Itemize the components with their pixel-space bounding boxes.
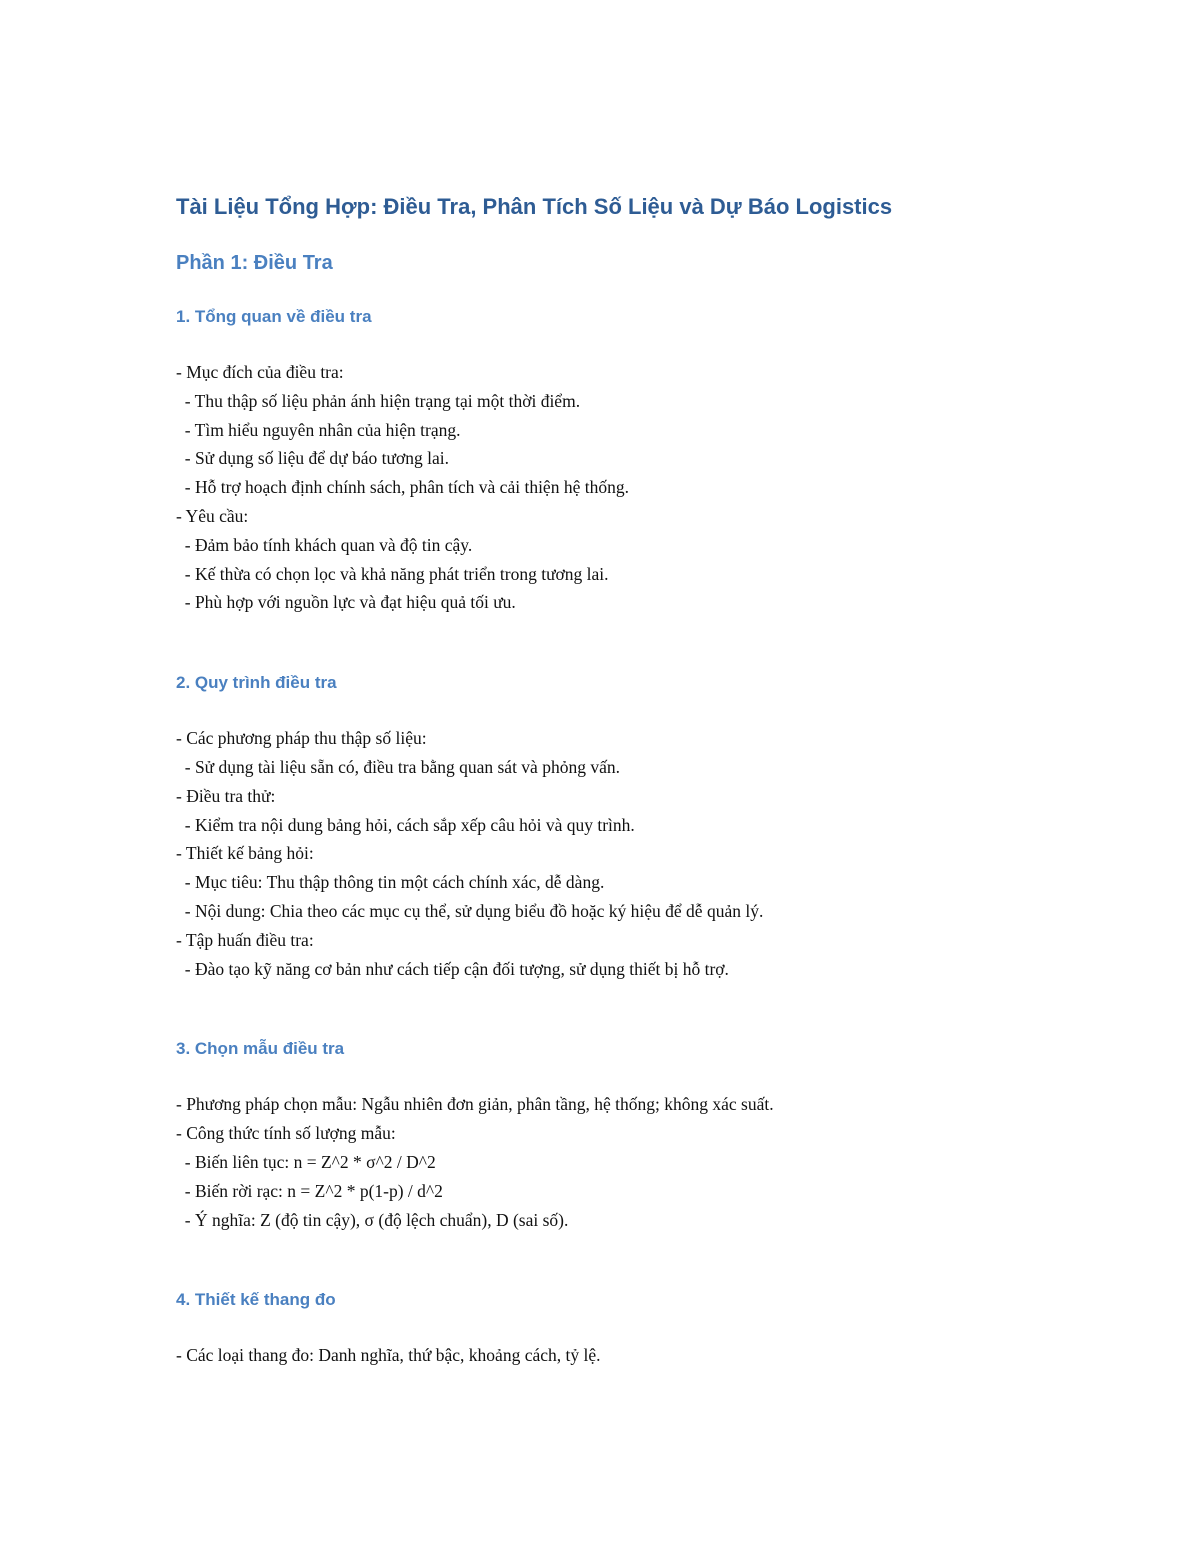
section-process: [176, 670, 1076, 983]
bullet-line: - Mục tiêu: Thu thập thông tin một cách chính xác, dễ dàng.: [176, 872, 605, 893]
bullet-line: - Tìm hiểu nguyên nhân của hiện trạng.: [176, 419, 461, 440]
bullet-line: - Phù hợp với nguồn lực và đạt hiệu quả tối ưu.: [176, 592, 516, 613]
formula-line: - Biến liên tục: n = Z^2 * σ^2 / D^2: [176, 1151, 436, 1172]
section-body: [176, 724, 1076, 983]
bullet-line: - Tập huấn điều tra:: [176, 929, 314, 950]
bullet-line: - Đào tạo kỹ năng cơ bản như cách tiếp cận đối tượng, sử dụng thiết bị hỗ trợ.: [176, 958, 729, 979]
bullet-line: - Yêu cầu:: [176, 505, 249, 526]
bullet-line: - Sử dụng số liệu để dự báo tương lai.: [176, 448, 449, 469]
bullet-line: - Sử dụng tài liệu sẵn có, điều tra bằng quan sát và phỏng vấn.: [176, 756, 620, 777]
bullet-line: - Mục đích của điều tra:: [176, 362, 344, 382]
bullet-line: - Kế thừa có chọn lọc và khả năng phát triển trong tương lai.: [176, 563, 609, 584]
bullet-line: - Hỗ trợ hoạch định chính sách, phân tích và cải thiện hệ thống.: [176, 477, 629, 498]
section-sampling: [176, 1036, 1076, 1234]
bullet-line: - Thu thập số liệu phản ánh hiện trạng tại một thời điểm.: [176, 390, 581, 411]
bullet-line: - Các loại thang đo: Danh nghĩa, thứ bậc, khoảng cách, tỷ lệ.: [176, 1345, 601, 1366]
bullet-line: - Điều tra thử:: [176, 785, 276, 806]
bullet-line: - Công thức tính số lượng mẫu:: [176, 1123, 396, 1144]
bullet-line: - Đảm bảo tính khách quan và độ tin cậy.: [176, 534, 473, 555]
bullet-line: - Thiết kế bảng hỏi:: [176, 843, 314, 864]
bullet-line: - Nội dung: Chia theo các mục cụ thể, sử dụng biểu đồ hoặc ký hiệu để dễ quản lý.: [176, 900, 764, 921]
section-heading: 2. Quy trình điều tra: [176, 673, 337, 693]
bullet-line: - Các phương pháp thu thập số liệu:: [176, 728, 427, 749]
section-body: [176, 358, 1076, 617]
section-body: [176, 1341, 1076, 1370]
section-heading: 4. Thiết kế thang đo: [176, 1290, 336, 1310]
bullet-line: - Kiểm tra nội dung bảng hỏi, cách sắp xếp câu hỏi và quy trình.: [176, 814, 635, 835]
section-overview: [176, 304, 1076, 617]
document-body: [176, 190, 1076, 1370]
section-heading: 3. Chọn mẫu điều tra: [176, 1039, 345, 1059]
part-heading: Phần 1: Điều Tra: [176, 252, 333, 274]
section-heading: 1. Tổng quan về điều tra: [176, 307, 372, 326]
formula-line: - Biến rời rạc: n = Z^2 * p(1-p) / d^2: [176, 1180, 443, 1201]
section-scale-design: [176, 1287, 1076, 1370]
bullet-line: - Ý nghĩa: Z (độ tin cậy), σ (độ lệch chuẩn), D (sai số).: [176, 1209, 569, 1230]
section-body: [176, 1090, 1076, 1234]
document-title: Tài Liệu Tổng Hợp: Điều Tra, Phân Tích Số Liệu và Dự Báo Logistics: [176, 194, 893, 219]
bullet-line: - Phương pháp chọn mẫu: Ngẫu nhiên đơn giản, phân tầng, hệ thống; không xác suất.: [176, 1094, 774, 1115]
